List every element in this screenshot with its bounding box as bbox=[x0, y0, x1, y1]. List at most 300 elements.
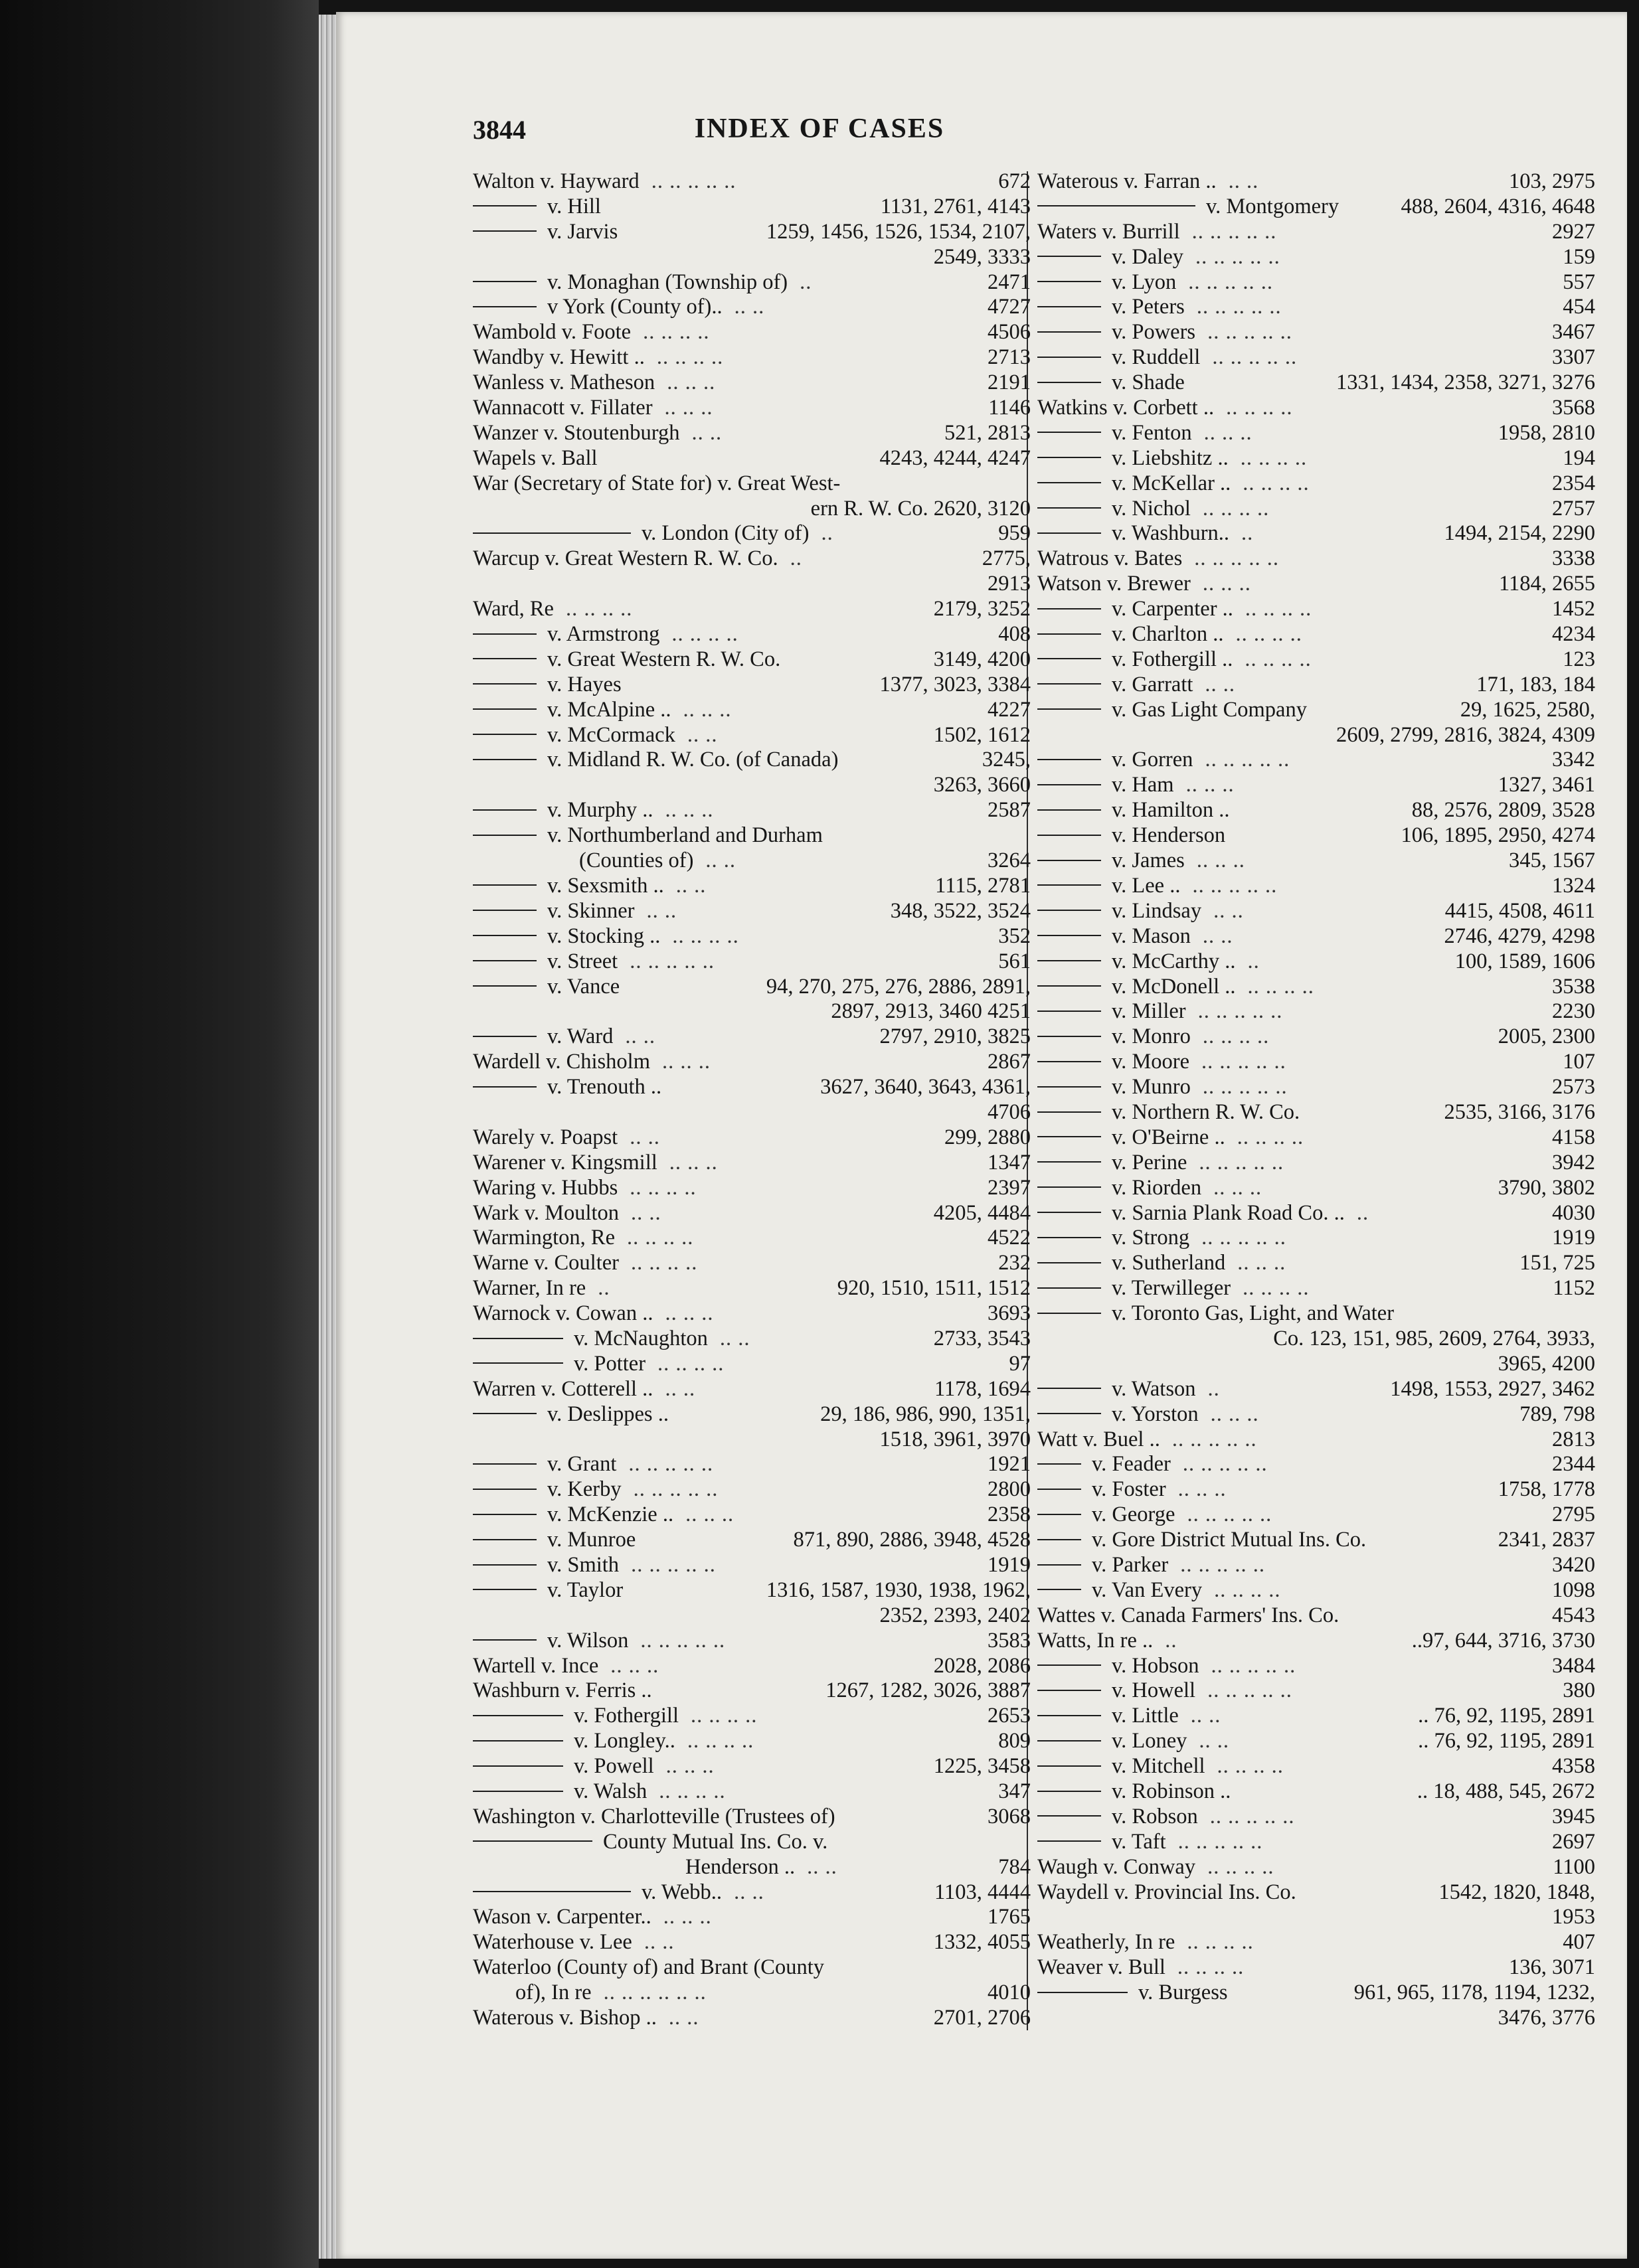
case-name: v. Montgomery bbox=[1206, 194, 1339, 218]
ditto-dash bbox=[1037, 1589, 1081, 1590]
page-references: 3245, bbox=[982, 748, 1031, 772]
index-entry bbox=[473, 874, 1031, 899]
page-references: 1377, 3023, 3384 bbox=[879, 672, 1031, 696]
index-entry bbox=[473, 723, 1031, 748]
case-name: v. Mason bbox=[1112, 924, 1191, 948]
case-name: Watrous v. Bates bbox=[1037, 546, 1183, 571]
index-continuation-line bbox=[1037, 1905, 1595, 1930]
ditto-dash bbox=[473, 1891, 631, 1892]
index-entry bbox=[1037, 1578, 1595, 1603]
page-references: 1100 bbox=[1553, 1854, 1595, 1879]
page-references: 299, 2880 bbox=[944, 1125, 1031, 1149]
page-references: 4243, 4244, 4247 bbox=[879, 446, 1031, 470]
ditto-dash bbox=[1037, 683, 1101, 685]
ditto-dash bbox=[1037, 1664, 1101, 1666]
index-continuation-line bbox=[473, 497, 1031, 522]
page-references: 1331, 1434, 2358, 3271, 3276 bbox=[1336, 370, 1595, 395]
page-references: 2697 bbox=[1552, 1829, 1595, 1854]
index-entry bbox=[473, 975, 1031, 1000]
case-name: v. Yorston bbox=[1112, 1402, 1199, 1426]
case-name: v. Fothergill .. bbox=[1112, 647, 1233, 671]
index-entry bbox=[1037, 1452, 1595, 1477]
ditto-dash bbox=[1037, 759, 1101, 760]
index-entry bbox=[1037, 999, 1595, 1024]
case-name: v. Fothergill bbox=[574, 1704, 679, 1728]
page-references: 2927 bbox=[1552, 219, 1595, 244]
ditto-dash bbox=[1037, 1489, 1081, 1490]
page-references: 2913 bbox=[988, 572, 1031, 596]
ditto-dash bbox=[1037, 985, 1101, 987]
case-name: Walton v. Hayward bbox=[473, 169, 640, 193]
ditto-dash bbox=[473, 1539, 537, 1540]
leader-dots: .. .. .. bbox=[1210, 1402, 1259, 1426]
index-entry bbox=[1037, 1301, 1595, 1327]
page-references: 345, 1567 bbox=[1509, 849, 1595, 873]
ditto-dash bbox=[1037, 256, 1101, 257]
case-name: v. Lyon bbox=[1112, 270, 1177, 294]
page-references: 151, 725 bbox=[1519, 1251, 1595, 1275]
leader-dots: .. .. .. bbox=[1213, 1175, 1262, 1200]
case-name: Waring v. Hubbs bbox=[473, 1175, 618, 1200]
ditto-dash bbox=[1037, 1036, 1101, 1037]
index-entry bbox=[1037, 1654, 1595, 1679]
leader-dots: .. .. bbox=[625, 1024, 655, 1049]
page-references: 1958, 2810 bbox=[1498, 420, 1595, 445]
index-entry bbox=[1037, 169, 1595, 195]
case-name: Weatherly, In re bbox=[1037, 1930, 1175, 1955]
page-references: 3790, 3802 bbox=[1498, 1175, 1595, 1200]
ditto-dash bbox=[473, 230, 537, 232]
index-entry bbox=[1037, 1176, 1595, 1201]
index-entry bbox=[1037, 1553, 1595, 1578]
leader-dots: .. .. .. .. bbox=[656, 345, 724, 370]
case-name: Warren v. Cotterell .. bbox=[473, 1376, 653, 1401]
page-references: 232 bbox=[998, 1251, 1031, 1275]
page-references: 2352, 2393, 2402 bbox=[879, 1603, 1031, 1627]
case-name: v. Robson bbox=[1112, 1804, 1198, 1828]
page-references: 1103, 4444 bbox=[934, 1880, 1031, 1904]
leader-dots: .. .. bbox=[1199, 1729, 1230, 1753]
page-references: 3149, 4200 bbox=[933, 647, 1031, 671]
ditto-dash bbox=[1037, 1564, 1081, 1566]
leader-dots: .. .. .. .. .. bbox=[1177, 1829, 1263, 1854]
page-references: 2813 bbox=[1552, 1427, 1595, 1451]
ditto-dash bbox=[1037, 1161, 1101, 1163]
page-references: 1332, 4055 bbox=[933, 1930, 1031, 1955]
index-entry bbox=[473, 1729, 1031, 1754]
index-entry bbox=[1037, 1075, 1595, 1100]
page-references: 4234 bbox=[1552, 622, 1595, 647]
leader-dots: .. .. .. .. .. bbox=[1205, 748, 1290, 772]
page-references: 380 bbox=[1563, 1678, 1595, 1703]
page-references: 1518, 3961, 3970 bbox=[879, 1427, 1031, 1451]
ditto-dash bbox=[473, 935, 537, 936]
ditto-dash bbox=[473, 1036, 537, 1037]
case-name: v. Monaghan (Township of) bbox=[547, 270, 788, 294]
running-title: INDEX OF CASES bbox=[694, 114, 945, 144]
case-name: v. Powers bbox=[1112, 320, 1196, 345]
case-name: v. Terwilleger bbox=[1112, 1276, 1231, 1301]
ditto-dash bbox=[473, 985, 537, 987]
index-entry bbox=[473, 270, 1031, 295]
index-continuation-line bbox=[1037, 2006, 1595, 2031]
index-entry bbox=[1037, 975, 1595, 1000]
index-continuation-line bbox=[473, 773, 1031, 798]
leader-dots: .. .. .. .. bbox=[672, 924, 739, 948]
case-name: v. Peters bbox=[1112, 295, 1185, 319]
ditto-dash bbox=[1037, 357, 1101, 358]
case-name: v. George bbox=[1092, 1502, 1175, 1527]
case-name: v. McDonell .. bbox=[1112, 974, 1236, 999]
index-entry bbox=[1037, 1830, 1595, 1855]
leader-dots: .. bbox=[598, 1276, 610, 1301]
index-entry bbox=[473, 1578, 1031, 1603]
leader-dots: .. .. .. .. .. bbox=[1199, 1150, 1284, 1174]
page-references: 347 bbox=[998, 1779, 1031, 1803]
case-name: Wannacott v. Fillater bbox=[473, 396, 653, 420]
page-references: 3945 bbox=[1552, 1804, 1595, 1828]
page-references: 3538 bbox=[1552, 974, 1595, 999]
index-entry bbox=[473, 295, 1031, 320]
case-name: v. Washburn.. bbox=[1112, 521, 1230, 546]
leader-dots: .. .. .. .. bbox=[627, 1226, 694, 1250]
index-entry bbox=[1037, 924, 1595, 949]
case-name: v. Liebshitz .. bbox=[1112, 446, 1229, 470]
ditto-dash bbox=[473, 532, 631, 534]
page-references: 2757 bbox=[1552, 496, 1595, 521]
case-name: v. Watson bbox=[1112, 1376, 1196, 1401]
page-references: 521, 2813 bbox=[944, 420, 1031, 445]
case-name: v. Ruddell bbox=[1112, 345, 1201, 370]
leader-dots: .. .. .. .. .. bbox=[1212, 345, 1298, 370]
ditto-dash bbox=[1037, 1111, 1101, 1113]
index-entry bbox=[473, 1955, 1031, 1981]
leader-dots: .. .. .. .. bbox=[565, 597, 633, 621]
page-references: 488, 2604, 4316, 4648 bbox=[1401, 194, 1595, 218]
page-references: 4506 bbox=[988, 320, 1031, 345]
index-entry bbox=[1037, 572, 1595, 597]
index-entry bbox=[1037, 1477, 1595, 1502]
page-references: 4706 bbox=[988, 1099, 1031, 1124]
ditto-dash bbox=[1037, 1011, 1101, 1012]
index-entry bbox=[1037, 823, 1595, 849]
index-entry bbox=[473, 823, 1031, 849]
ditto-dash bbox=[473, 1086, 537, 1088]
index-entry bbox=[1037, 370, 1595, 396]
case-name: v. Lindsay bbox=[1112, 898, 1202, 923]
page-references: 4030 bbox=[1552, 1200, 1595, 1225]
page-references: 2397 bbox=[988, 1175, 1031, 1200]
page-references: 3420 bbox=[1552, 1552, 1595, 1577]
page-references: 871, 890, 2886, 3948, 4528 bbox=[793, 1528, 1031, 1552]
ditto-dash bbox=[473, 205, 537, 206]
leader-dots: .. bbox=[1247, 949, 1260, 973]
case-name: Washington v. Charlotteville (Trustees of) bbox=[473, 1804, 835, 1828]
ditto-dash bbox=[473, 910, 537, 911]
index-entry bbox=[473, 1779, 1031, 1805]
page-references: 3263, 3660 bbox=[933, 773, 1031, 797]
index-entry bbox=[1037, 1201, 1595, 1226]
case-name: Ward, Re bbox=[473, 597, 554, 621]
leader-dots: .. .. .. .. .. bbox=[1187, 1502, 1272, 1527]
page-references: 1131, 2761, 4143 bbox=[880, 194, 1031, 218]
page-fore-edge bbox=[319, 15, 336, 2259]
index-entry bbox=[473, 698, 1031, 723]
case-name: v. Webb.. bbox=[642, 1880, 723, 1904]
case-name: Wartell v. Ince bbox=[473, 1653, 599, 1678]
index-column-right bbox=[1037, 169, 1595, 2031]
leader-dots: .. .. .. .. .. bbox=[1201, 1226, 1286, 1250]
leader-dots: .. .. .. .. bbox=[659, 1779, 726, 1803]
leader-dots: .. .. .. .. bbox=[1245, 597, 1312, 621]
case-name: v. Gorren bbox=[1112, 748, 1193, 772]
index-entry bbox=[473, 345, 1031, 370]
case-name: v. Longley.. bbox=[574, 1729, 675, 1753]
index-entry bbox=[473, 1151, 1031, 1176]
index-entry bbox=[473, 1201, 1031, 1226]
ditto-dash bbox=[1037, 835, 1101, 836]
case-name: Waugh v. Conway bbox=[1037, 1854, 1196, 1879]
index-entry bbox=[473, 1654, 1031, 1679]
index-entry bbox=[473, 1402, 1031, 1427]
page-references: 2230 bbox=[1552, 999, 1595, 1024]
ditto-dash bbox=[1037, 1313, 1101, 1314]
case-name: v. Armstrong bbox=[547, 622, 660, 647]
index-entry bbox=[1037, 874, 1595, 899]
case-name: Wanless v. Matheson bbox=[473, 370, 655, 395]
leader-dots: .. .. .. .. .. bbox=[1202, 1075, 1288, 1099]
leader-dots: .. .. .. bbox=[667, 370, 716, 395]
ditto-dash bbox=[1037, 784, 1101, 785]
page-references: 2005, 2300 bbox=[1498, 1024, 1595, 1049]
case-name: v. Ward bbox=[547, 1024, 614, 1049]
page-references: 1494, 2154, 2290 bbox=[1444, 521, 1595, 546]
index-entry bbox=[1037, 1377, 1595, 1402]
page-references: 1765 bbox=[988, 1905, 1031, 1929]
case-name: v. Moore bbox=[1112, 1050, 1190, 1074]
case-name: v. Sarnia Plank Road Co. .. bbox=[1112, 1200, 1345, 1225]
leader-dots: .. .. .. .. .. bbox=[1195, 244, 1280, 269]
page-references: 2713 bbox=[988, 345, 1031, 370]
leader-dots: .. bbox=[1165, 1628, 1177, 1653]
scan-gutter bbox=[0, 0, 319, 2268]
leader-dots: .. .. .. .. bbox=[1240, 446, 1308, 470]
ditto-dash bbox=[1037, 457, 1101, 458]
index-entry bbox=[1037, 1151, 1595, 1176]
case-name: v. Hill bbox=[547, 194, 601, 218]
case-name: v. Street bbox=[547, 949, 618, 973]
ditto-dash bbox=[1037, 608, 1101, 609]
case-name: v. Gore District Mutual Ins. Co. bbox=[1092, 1528, 1367, 1552]
page-references: 3338 bbox=[1552, 546, 1595, 571]
page-references: 352 bbox=[998, 924, 1031, 948]
index-entry bbox=[473, 1855, 1031, 1880]
index-entry bbox=[1037, 1427, 1595, 1453]
page-references: 2897, 2913, 3460 4251 bbox=[831, 999, 1031, 1024]
case-name: v. Munroe bbox=[547, 1528, 636, 1552]
index-entry bbox=[1037, 1251, 1595, 1276]
case-name: v. Munro bbox=[1112, 1075, 1191, 1099]
page-references: 3264 bbox=[988, 849, 1031, 873]
index-entry bbox=[473, 1528, 1031, 1553]
page-references: 106, 1895, 2950, 4274 bbox=[1401, 823, 1595, 848]
leader-dots: .. .. .. .. .. bbox=[1209, 1804, 1295, 1828]
leader-dots: .. .. .. .. .. bbox=[1201, 1050, 1286, 1074]
index-entry bbox=[1037, 1226, 1595, 1251]
case-name: Waterhouse v. Lee bbox=[473, 1930, 632, 1955]
index-continuation-line bbox=[473, 999, 1031, 1024]
leader-dots: .. .. .. bbox=[664, 396, 713, 420]
ditto-dash bbox=[473, 835, 537, 836]
index-column-left bbox=[473, 169, 1031, 2031]
leader-dots: .. .. .. .. bbox=[1243, 471, 1310, 495]
case-name: v. Robinson .. bbox=[1112, 1779, 1231, 1803]
ditto-dash bbox=[1037, 1840, 1101, 1842]
page-references: 171, 183, 184 bbox=[1476, 672, 1595, 696]
page-references: 100, 1589, 1606 bbox=[1454, 949, 1595, 973]
index-entry bbox=[473, 1276, 1031, 1301]
leader-dots: .. .. .. .. bbox=[1187, 1930, 1254, 1955]
case-name: v. Parker bbox=[1092, 1552, 1169, 1577]
case-name: Wark v. Moulton bbox=[473, 1200, 620, 1225]
ditto-dash bbox=[473, 1564, 537, 1566]
leader-dots: .. .. bbox=[1205, 672, 1236, 696]
page-references: 1324 bbox=[1552, 873, 1595, 898]
page-references: 1098 bbox=[1552, 1578, 1595, 1602]
page-references: 1502, 1612 bbox=[933, 722, 1031, 747]
case-name: v. Foster bbox=[1092, 1477, 1166, 1502]
case-name: Warne v. Coulter bbox=[473, 1251, 619, 1275]
index-entry bbox=[1037, 345, 1595, 370]
case-name: v. London (City of) bbox=[642, 521, 810, 546]
ditto-dash bbox=[1037, 306, 1101, 307]
ditto-dash bbox=[473, 708, 537, 710]
case-name: v. Deslippes .. bbox=[547, 1402, 669, 1426]
case-name: v. O'Beirne .. bbox=[1112, 1125, 1225, 1149]
ditto-dash bbox=[1037, 281, 1101, 282]
index-entry bbox=[473, 2006, 1031, 2031]
case-name: v. Walsh bbox=[574, 1779, 647, 1803]
case-name: Warnock v. Cowan .. bbox=[473, 1301, 653, 1326]
ditto-dash bbox=[1037, 1061, 1101, 1062]
page-references: 3965, 4200 bbox=[1498, 1351, 1595, 1376]
page-references: 348, 3522, 3524 bbox=[890, 898, 1031, 923]
case-name: v. Skinner bbox=[547, 898, 635, 923]
case-name: v. Kerby bbox=[547, 1477, 622, 1502]
index-entry bbox=[1037, 1981, 1595, 2006]
case-name: v. Sexsmith .. bbox=[547, 873, 664, 898]
ditto-dash bbox=[1037, 960, 1101, 961]
ditto-dash bbox=[1037, 1539, 1081, 1540]
ditto-dash bbox=[1037, 1086, 1101, 1088]
ditto-dash bbox=[1037, 507, 1101, 509]
case-name: v. Shade bbox=[1112, 370, 1185, 395]
case-name: v York (County of).. bbox=[547, 295, 723, 319]
case-name: v. Taft bbox=[1112, 1829, 1166, 1854]
index-entry bbox=[473, 521, 1031, 546]
case-name: v. Riorden bbox=[1112, 1175, 1202, 1200]
page-references: 2733, 3543 bbox=[933, 1326, 1031, 1350]
page-references: .. 76, 92, 1195, 2891 bbox=[1418, 1704, 1595, 1728]
case-name: of), In re bbox=[515, 1981, 592, 2005]
index-entry bbox=[473, 1452, 1031, 1477]
leader-dots: .. .. .. .. bbox=[1202, 496, 1270, 521]
case-name: v. McCormack bbox=[547, 722, 675, 747]
ditto-dash bbox=[473, 1589, 537, 1590]
ditto-dash bbox=[1037, 532, 1101, 534]
index-entry bbox=[473, 1502, 1031, 1528]
index-entry bbox=[1037, 622, 1595, 647]
leader-dots: .. .. .. .. bbox=[1226, 396, 1293, 420]
leader-dots: .. .. .. .. bbox=[657, 1351, 725, 1376]
page-references: 1919 bbox=[988, 1552, 1031, 1577]
page-references: 2191 bbox=[988, 370, 1031, 395]
case-name: v. Carpenter .. bbox=[1112, 597, 1233, 621]
case-name: v. Great Western R. W. Co. bbox=[547, 647, 781, 671]
index-entry bbox=[1037, 1704, 1595, 1729]
page-references: 1267, 1282, 3026, 3887 bbox=[825, 1678, 1031, 1703]
leader-dots: .. .. .. .. .. bbox=[1194, 546, 1279, 571]
leader-dots: .. bbox=[790, 546, 802, 571]
leader-dots: .. .. .. .. .. bbox=[631, 1552, 716, 1577]
case-name: v. Mitchell bbox=[1112, 1754, 1205, 1779]
index-entry bbox=[473, 1024, 1031, 1050]
page-references: 123 bbox=[1563, 647, 1595, 671]
leader-dots: .. .. .. .. .. bbox=[1191, 219, 1277, 244]
page-references: 2867 bbox=[988, 1050, 1031, 1074]
ditto-dash bbox=[473, 1413, 537, 1414]
index-entry bbox=[1037, 195, 1595, 220]
index-entry bbox=[473, 1050, 1031, 1075]
case-name: v. Northumberland and Durham bbox=[547, 823, 823, 848]
page-references: 194 bbox=[1563, 446, 1595, 470]
index-entry bbox=[1037, 1024, 1595, 1050]
page-references: 3484 bbox=[1552, 1653, 1595, 1678]
case-name: Henderson .. bbox=[685, 1854, 796, 1879]
ditto-dash bbox=[1037, 331, 1101, 333]
leader-dots: .. .. .. .. .. bbox=[1211, 1653, 1296, 1678]
index-entry bbox=[1037, 396, 1595, 421]
page-references: 2746, 4279, 4298 bbox=[1444, 924, 1595, 948]
leader-dots: .. .. bbox=[630, 1125, 660, 1149]
ditto-dash bbox=[1037, 1262, 1101, 1263]
page-references: 1921 bbox=[988, 1452, 1031, 1477]
case-name: Waterloo (County of) and Brant (County bbox=[473, 1955, 825, 1980]
case-name: (Counties of) bbox=[579, 849, 694, 873]
index-entry bbox=[473, 1352, 1031, 1377]
ditto-dash bbox=[1037, 1690, 1101, 1691]
page-references: 2354 bbox=[1552, 471, 1595, 495]
index-entry bbox=[1037, 899, 1595, 924]
page-references: 3942 bbox=[1552, 1150, 1595, 1174]
leader-dots: .. .. bbox=[734, 295, 765, 319]
case-name: v. McCarthy .. bbox=[1112, 949, 1236, 973]
leader-dots: .. .. .. .. .. bbox=[1197, 999, 1283, 1024]
index-entry bbox=[473, 1075, 1031, 1100]
index-entry bbox=[473, 1477, 1031, 1502]
index-entry bbox=[1037, 773, 1595, 798]
page-references: 2535, 3166, 3176 bbox=[1444, 1099, 1595, 1124]
case-name: v. Trenouth .. bbox=[547, 1075, 662, 1099]
case-name: Watt v. Buel .. bbox=[1037, 1427, 1160, 1451]
case-name: Warcup v. Great Western R. W. Co. bbox=[473, 546, 778, 571]
leader-dots: .. .. bbox=[668, 2006, 699, 2030]
case-name: Wambold v. Foote bbox=[473, 320, 632, 345]
case-name: Wardell v. Chisholm bbox=[473, 1050, 650, 1074]
case-name: Warner, In re bbox=[473, 1276, 586, 1301]
leader-dots: .. .. .. .. .. bbox=[1207, 320, 1292, 345]
case-name: v. Wilson bbox=[547, 1628, 629, 1653]
